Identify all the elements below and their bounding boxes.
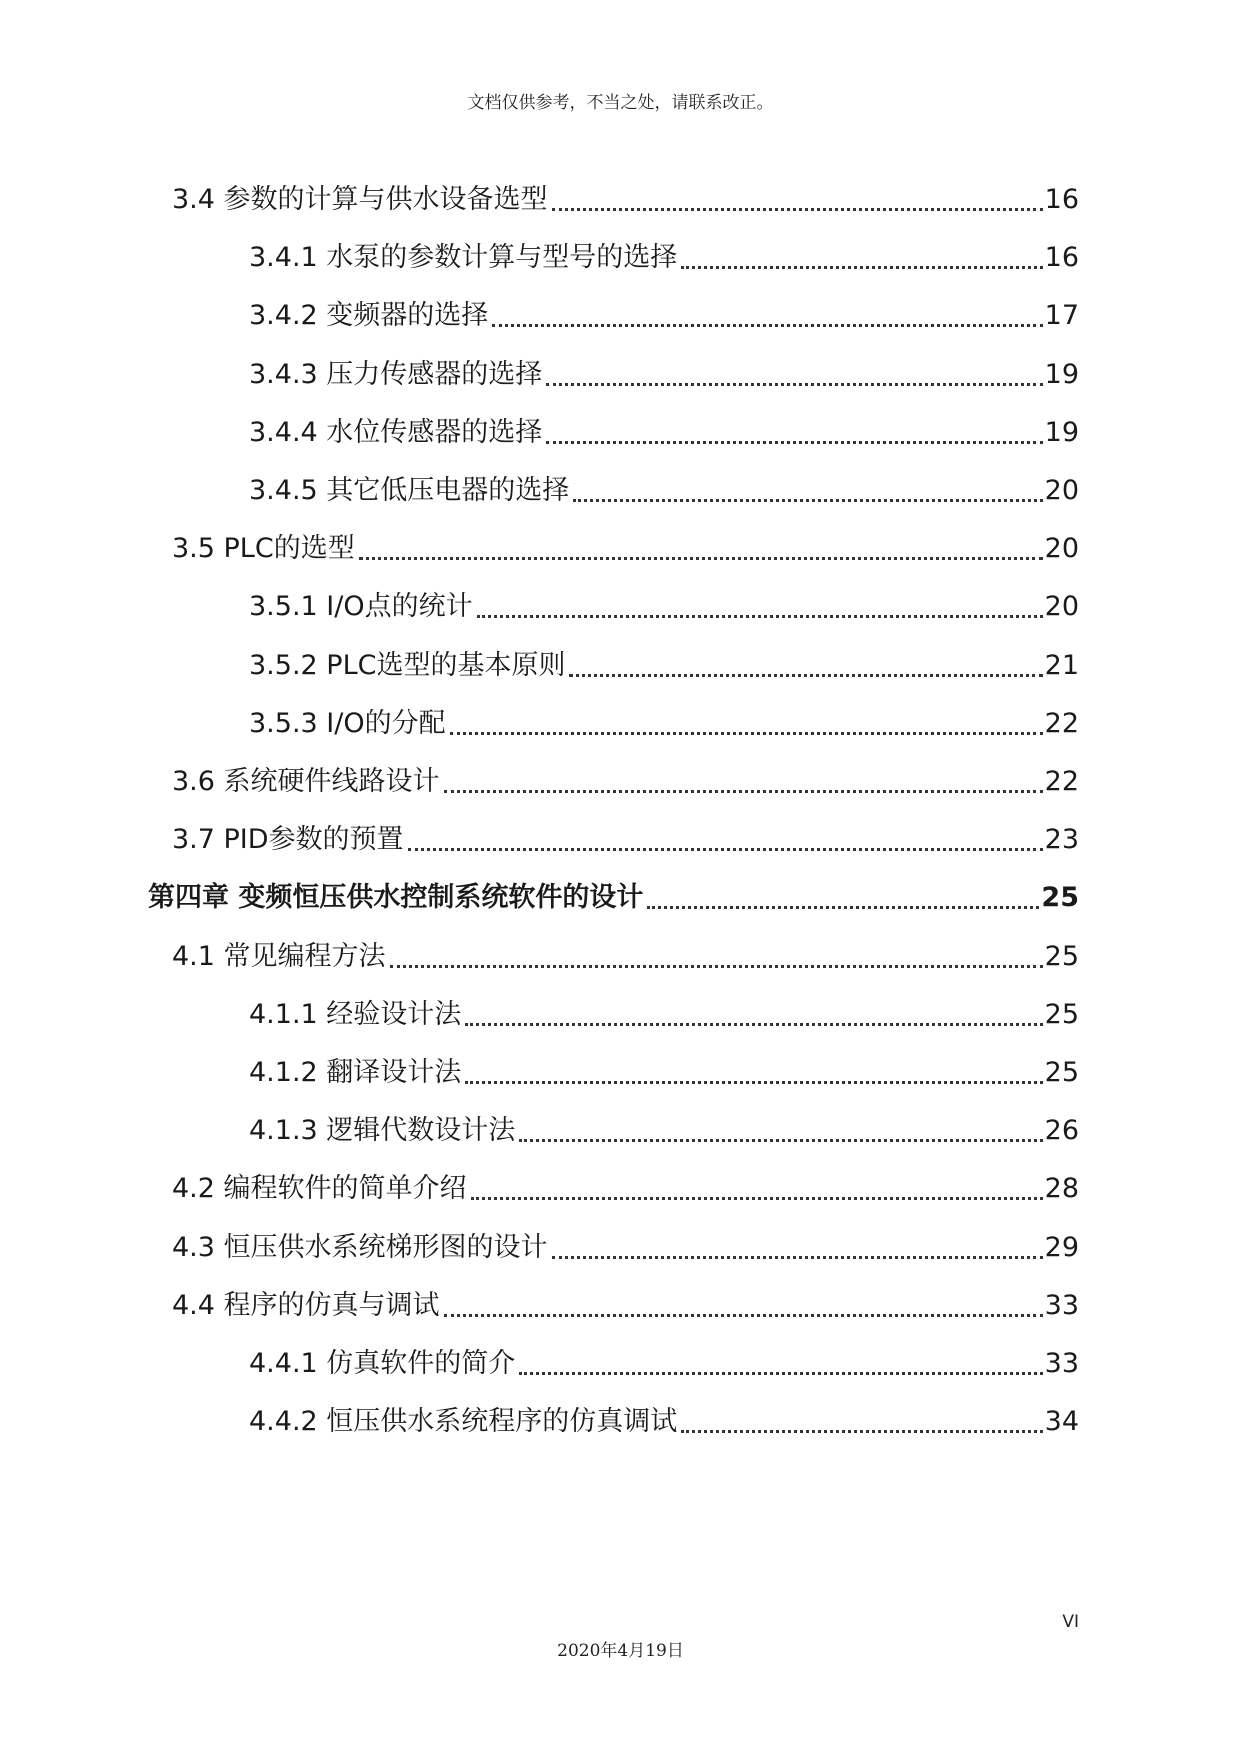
toc-entry-page: 29	[1044, 1231, 1079, 1263]
toc-dot-leader	[552, 1256, 1043, 1259]
toc-entry-label: 3.4.2 变频器的选择	[249, 300, 489, 332]
toc-entry-label: 4.1.3 逻辑代数设计法	[249, 1115, 516, 1147]
page-footer-date: 2020年4月19日	[557, 1641, 684, 1661]
toc-dot-leader	[390, 965, 1043, 968]
toc-entry[interactable]	[249, 471, 1079, 511]
toc-entry-label: 3.4.3 压力传感器的选择	[249, 358, 543, 390]
toc-entry[interactable]	[172, 1169, 1079, 1209]
toc-entry-page: 16	[1044, 242, 1079, 274]
toc-entry[interactable]	[172, 180, 1079, 220]
toc-entry[interactable]	[148, 878, 1079, 918]
toc-entry-page: 33	[1044, 1289, 1079, 1321]
toc-entry-page: 16	[1044, 184, 1079, 215]
toc-entry-label: 3.5.3 I/O的分配	[249, 707, 446, 739]
toc-dot-leader	[681, 1430, 1042, 1433]
toc-entry[interactable]	[249, 355, 1079, 395]
toc-entry[interactable]	[172, 529, 1079, 569]
toc-dot-leader	[492, 324, 1042, 327]
toc-entry-label: 3.7 PID参数的预置	[172, 824, 404, 856]
toc-dot-leader	[471, 1197, 1043, 1200]
toc-dot-leader	[546, 441, 1042, 444]
toc-dot-leader	[359, 557, 1043, 560]
toc-dot-leader	[444, 790, 1043, 793]
toc-entry-label: 4.3 恒压供水系统梯形图的设计	[172, 1231, 548, 1263]
page-number: VI	[1062, 1612, 1079, 1632]
toc-entry[interactable]	[249, 1053, 1079, 1093]
toc-entry-label: 3.4.4 水位传感器的选择	[249, 416, 543, 448]
toc-entry-label: 4.1.1 经验设计法	[249, 998, 462, 1030]
toc-entry-page: 28	[1044, 1173, 1079, 1205]
toc-entry-label: 3.4.1 水泵的参数计算与型号的选择	[249, 242, 678, 274]
toc-entry-page: 19	[1044, 358, 1079, 390]
page-header: 文档仅供参考，不当之处，请联系改正。	[467, 93, 774, 113]
toc-entry-page: 20	[1044, 475, 1079, 506]
toc-entry[interactable]	[249, 413, 1079, 453]
toc-entry-label: 3.6 系统硬件线路设计	[172, 766, 440, 797]
toc-entry-label: 3.5.1 I/O点的统计	[249, 591, 473, 623]
toc-entry[interactable]	[249, 1111, 1079, 1151]
toc-entry-label: 3.5.2 PLC选型的基本原则	[249, 649, 566, 681]
toc-entry-page: 17	[1044, 300, 1079, 332]
toc-entry-page: 19	[1044, 416, 1079, 448]
toc-entry-page: 33	[1044, 1348, 1079, 1379]
toc-entry-page: 20	[1044, 533, 1079, 565]
toc-entry[interactable]	[249, 238, 1079, 278]
toc-dot-leader	[552, 208, 1043, 211]
toc-entry[interactable]	[172, 820, 1079, 860]
toc-entry[interactable]	[172, 937, 1079, 977]
toc-entry[interactable]	[249, 646, 1079, 686]
toc-entry-label: 3.4.5 其它低压电器的选择	[249, 475, 570, 506]
toc-entry-page: 25	[1044, 1057, 1079, 1088]
toc-entry-label: 4.2 编程软件的简单介绍	[172, 1173, 467, 1205]
toc-entry[interactable]	[249, 704, 1079, 744]
toc-entry[interactable]	[249, 587, 1079, 627]
toc-entry-page: 25	[1044, 998, 1079, 1030]
toc-entry-label: 4.1.2 翻译设计法	[249, 1057, 462, 1088]
toc-entry[interactable]	[249, 1344, 1079, 1384]
toc-dot-leader	[465, 1081, 1042, 1084]
toc-entry-page: 34	[1044, 1406, 1079, 1438]
toc-dot-leader	[408, 848, 1043, 851]
toc-dot-leader	[519, 1372, 1042, 1375]
toc-dot-leader	[647, 906, 1039, 909]
toc-entry-page: 22	[1044, 766, 1079, 797]
toc-entry-page: 20	[1044, 591, 1079, 623]
toc-entry-page: 25	[1041, 882, 1079, 914]
toc-entry[interactable]	[172, 1228, 1079, 1268]
toc-dot-leader	[477, 615, 1043, 618]
toc-entry-label: 4.4.2 恒压供水系统程序的仿真调试	[249, 1406, 678, 1438]
toc-entry[interactable]	[249, 296, 1079, 336]
toc-dot-leader	[465, 1023, 1042, 1026]
toc-dot-leader	[569, 674, 1042, 677]
toc-entry-page: 22	[1044, 707, 1079, 739]
toc-dot-leader	[573, 499, 1042, 502]
toc-dot-leader	[681, 266, 1042, 269]
toc-dot-leader	[450, 732, 1043, 735]
toc-entry[interactable]	[172, 762, 1079, 802]
toc-entry[interactable]	[172, 1286, 1079, 1326]
toc-entry-label: 3.5 PLC的选型	[172, 533, 355, 565]
toc-entry-label: 4.1 常见编程方法	[172, 940, 386, 972]
toc-dot-leader	[519, 1139, 1042, 1142]
toc-entry-label: 4.4.1 仿真软件的简介	[249, 1348, 516, 1379]
toc-entry-page: 26	[1044, 1115, 1079, 1147]
toc-entry-label: 4.4 程序的仿真与调试	[172, 1289, 440, 1321]
toc-dot-leader	[444, 1314, 1043, 1317]
toc-entry-page: 23	[1044, 824, 1079, 856]
toc-dot-leader	[546, 383, 1042, 386]
toc-entry-label: 3.4 参数的计算与供水设备选型	[172, 184, 548, 215]
toc-entry-page: 25	[1044, 940, 1079, 972]
toc-entry[interactable]	[249, 1402, 1079, 1442]
toc-entry-page: 21	[1044, 649, 1079, 681]
toc-entry-label: 第四章 变频恒压供水控制系统软件的设计	[148, 882, 644, 914]
toc-entry[interactable]	[249, 995, 1079, 1035]
